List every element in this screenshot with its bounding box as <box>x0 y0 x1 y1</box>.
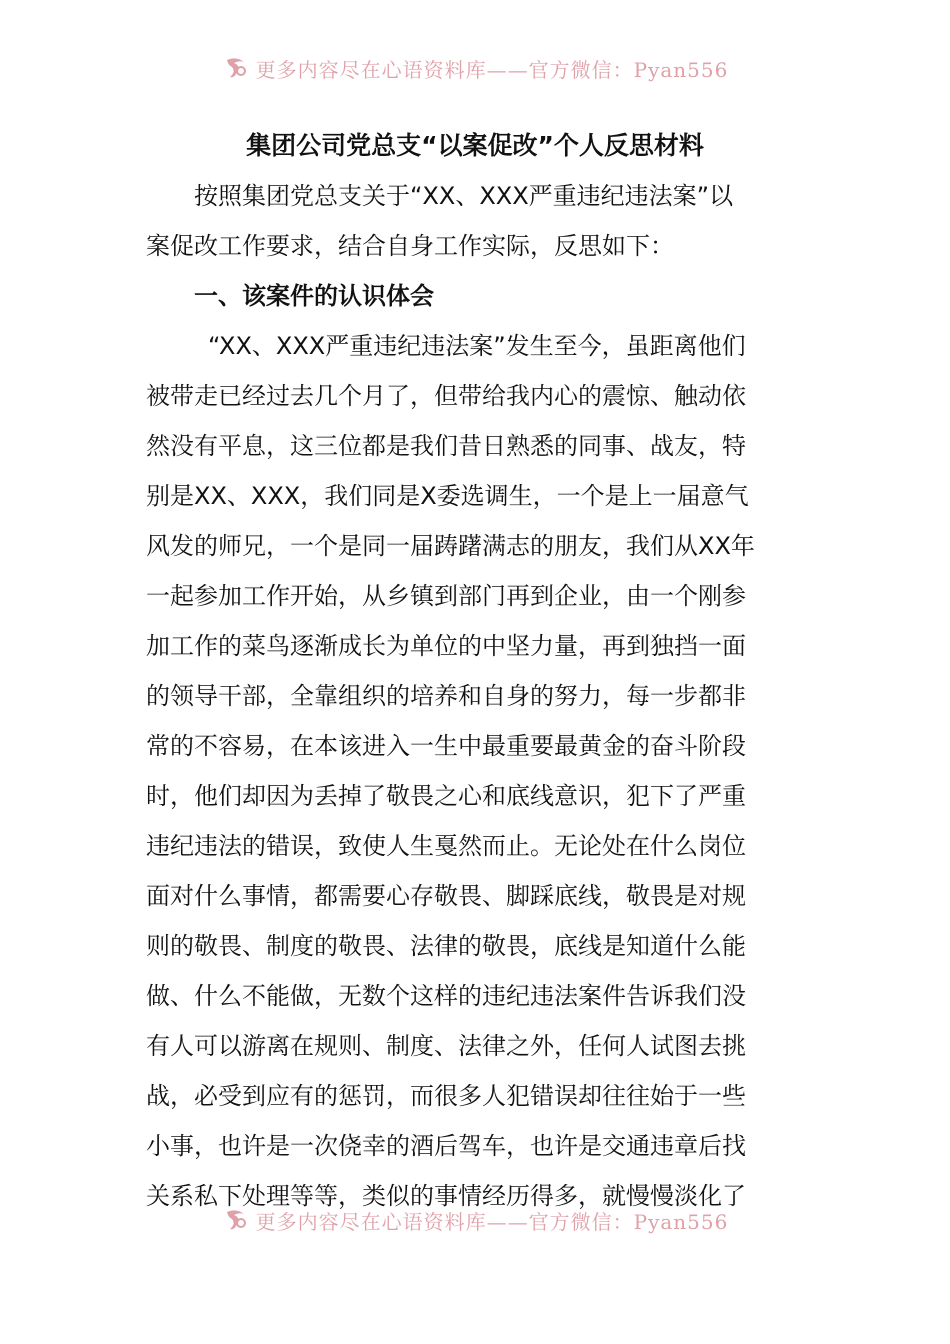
section1-paragraph <box>146 321 811 1221</box>
paragraph-line: 加工作的菜鸟逐渐成长为单位的中坚力量，再到独挡一面 <box>146 632 746 660</box>
watermark-footer <box>0 1200 950 1240</box>
paragraph-line: 别是XX、XXX，我们同是X委选调生，一个是上一届意气 <box>146 482 749 510</box>
paragraph-line: 被带走已经过去几个月了，但带给我内心的震惊、触动依 <box>146 382 746 410</box>
paragraph-line: 关系私下处理等等，类似的事情经历得多，就慢慢淡化了 <box>146 1182 746 1210</box>
watermark-logo-icon <box>222 54 250 82</box>
watermark-logo-icon <box>222 1206 250 1234</box>
paragraph-line: “XX、XXX严重违纪违法案”发生至今，虽距离他们 <box>208 332 746 360</box>
paragraph-line: 有人可以游离在规则、制度、法律之外，任何人试图去挑 <box>146 1032 746 1060</box>
paragraph-line: 面对什么事情，都需要心存敬畏、脚踩底线，敬畏是对规 <box>146 882 746 910</box>
watermark-header <box>0 48 950 88</box>
intro-paragraph <box>146 171 811 271</box>
document-body <box>146 171 811 1221</box>
intro-line: 按照集团党总支关于“XX、XXX严重违纪违法案”以 <box>194 182 734 210</box>
paragraph-line: 战，必受到应有的惩罚，而很多人犯错误却往往始于一些 <box>146 1082 746 1110</box>
paragraph-line: 小事，也许是一次侥幸的酒后驾车，也许是交通违章后找 <box>146 1132 746 1160</box>
intro-line: 案促改工作要求，结合自身工作实际，反思如下： <box>146 232 674 260</box>
paragraph-line: 风发的师兄，一个是同一届踌躇满志的朋友，我们从XX年 <box>146 532 755 560</box>
paragraph-line: 常的不容易，在本该进入一生中最重要最黄金的奋斗阶段 <box>146 732 746 760</box>
paragraph-line: 的领导干部，全靠组织的培养和自身的努力，每一步都非 <box>146 682 746 710</box>
paragraph-line: 做、什么不能做，无数个这样的违纪违法案件告诉我们没 <box>146 982 746 1010</box>
watermark-text: 更多内容尽在心语资料库——官方微信：Pyan556 <box>255 57 729 82</box>
paragraph-line: 违纪违法的错误，致使人生戛然而止。无论处在什么岗位 <box>146 832 746 860</box>
document-title: 集团公司党总支“以案促改”个人反思材料 <box>246 131 704 160</box>
paragraph-line: 然没有平息，这三位都是我们昔日熟悉的同事、战友，特 <box>146 432 746 460</box>
paragraph-line: 则的敬畏、制度的敬畏、法律的敬畏，底线是知道什么能 <box>146 932 746 960</box>
section1-heading: 一、该案件的认识体会 <box>194 282 434 310</box>
paragraph-line: 时，他们却因为丢掉了敬畏之心和底线意识，犯下了严重 <box>146 782 746 810</box>
section-heading <box>146 271 811 321</box>
watermark-text: 更多内容尽在心语资料库——官方微信：Pyan556 <box>255 1209 729 1234</box>
paragraph-line: 一起参加工作开始，从乡镇到部门再到企业，由一个刚参 <box>146 582 746 610</box>
